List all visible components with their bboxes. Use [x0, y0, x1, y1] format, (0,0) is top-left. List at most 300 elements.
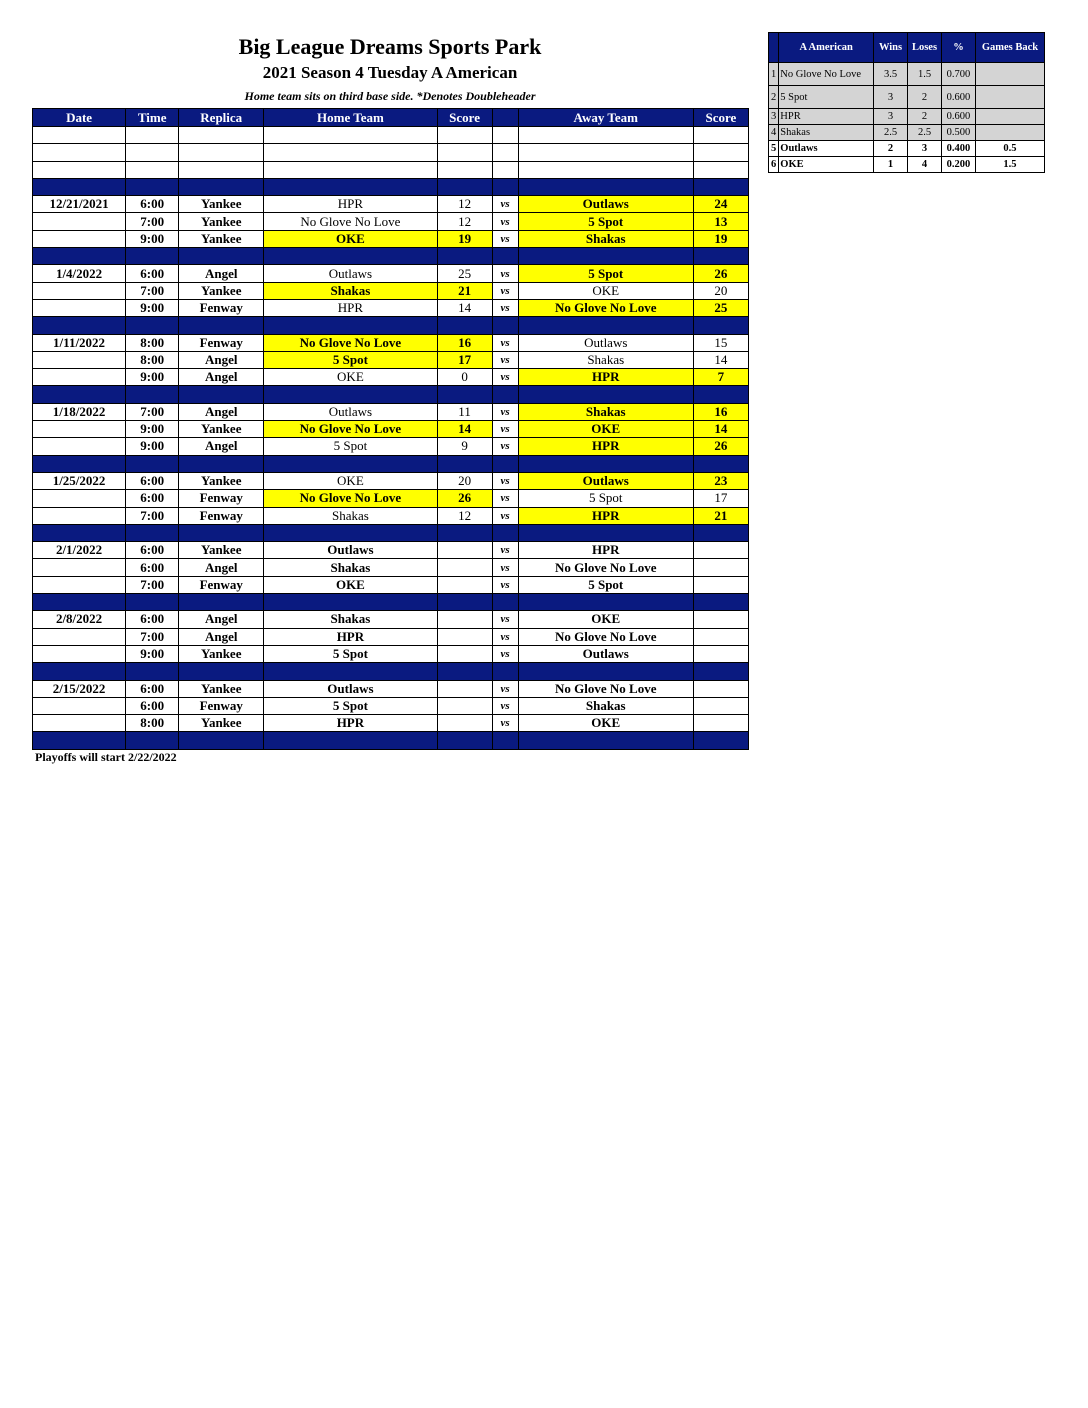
separator-cell: [179, 524, 264, 541]
home-team: No Glove No Love: [264, 490, 437, 507]
separator-cell: [518, 732, 693, 749]
separator-cell: [518, 524, 693, 541]
game-date: 2/8/2022: [33, 611, 126, 628]
standings-games-back: [975, 86, 1044, 109]
separator-cell: [437, 524, 492, 541]
standings-row: [769, 141, 1045, 157]
home-team: HPR: [264, 299, 437, 316]
blank-cell: [492, 127, 518, 144]
separator-cell: [518, 248, 693, 265]
game-replica: Fenway: [179, 697, 264, 714]
vs-label: vs: [492, 680, 518, 697]
home-score: [437, 680, 492, 697]
separator-cell: [693, 732, 748, 749]
vs-label: vs: [492, 715, 518, 732]
away-score: 7: [693, 369, 748, 386]
standings-header-pct: %: [942, 33, 976, 63]
blank-cell: [437, 161, 492, 178]
away-score: 21: [693, 507, 748, 524]
home-team: 5 Spot: [264, 645, 437, 662]
game-time: 8:00: [126, 334, 179, 351]
standings-team: Outlaws: [779, 141, 874, 157]
separator-cell: [126, 594, 179, 611]
game-row: [33, 230, 749, 247]
game-row: [33, 490, 749, 507]
vs-label: vs: [492, 697, 518, 714]
standings-wins: 1: [874, 157, 908, 173]
blank-cell: [33, 144, 126, 161]
game-row: [33, 369, 749, 386]
separator-cell: [33, 594, 126, 611]
home-team: OKE: [264, 472, 437, 489]
game-replica: Angel: [179, 628, 264, 645]
game-time: 8:00: [126, 351, 179, 368]
away-score: 24: [693, 196, 748, 213]
playoffs-note: Playoffs will start 2/22/2022: [35, 750, 177, 764]
away-score: 25: [693, 299, 748, 316]
away-score: 20: [693, 282, 748, 299]
separator-cell: [126, 248, 179, 265]
separator-cell: [179, 663, 264, 680]
blank-cell: [492, 144, 518, 161]
standings-header-wins: Wins: [874, 33, 908, 63]
standings-pct: 0.700: [942, 63, 976, 86]
vs-label: vs: [492, 421, 518, 438]
standings-loses: 3: [908, 141, 942, 157]
home-score: 0: [437, 369, 492, 386]
vs-label: vs: [492, 230, 518, 247]
week-separator-row: [33, 524, 749, 541]
separator-cell: [437, 248, 492, 265]
game-date: [33, 369, 126, 386]
away-score: 23: [693, 472, 748, 489]
game-time: 9:00: [126, 645, 179, 662]
home-score: 17: [437, 351, 492, 368]
separator-cell: [492, 594, 518, 611]
standings-wins: 2: [874, 141, 908, 157]
home-team: Outlaws: [264, 542, 437, 559]
standings-rank: 1: [769, 63, 779, 86]
schedule-table: [32, 108, 749, 750]
standings-wins: 2.5: [874, 125, 908, 141]
away-score: [693, 645, 748, 662]
standings-team: No Glove No Love: [779, 63, 874, 86]
home-score: [437, 576, 492, 593]
standings-games-back: [975, 63, 1044, 86]
separator-cell: [693, 178, 748, 195]
separator-cell: [518, 663, 693, 680]
game-row: [33, 559, 749, 576]
home-score: 14: [437, 421, 492, 438]
separator-cell: [518, 317, 693, 334]
home-team: Shakas: [264, 559, 437, 576]
away-team: Shakas: [518, 697, 693, 714]
blank-cell: [126, 127, 179, 144]
game-date: [33, 438, 126, 455]
standings-rank: 3: [769, 109, 779, 125]
vs-label: vs: [492, 369, 518, 386]
separator-cell: [437, 455, 492, 472]
game-date: 12/21/2021: [33, 196, 126, 213]
away-score: [693, 576, 748, 593]
home-team: 5 Spot: [264, 438, 437, 455]
game-date: 1/25/2022: [33, 472, 126, 489]
game-row: [33, 628, 749, 645]
home-score: [437, 542, 492, 559]
game-replica: Yankee: [179, 421, 264, 438]
away-score: 14: [693, 421, 748, 438]
away-team: Outlaws: [518, 472, 693, 489]
standings-team: HPR: [779, 109, 874, 125]
week-separator-row: [33, 732, 749, 749]
separator-cell: [492, 178, 518, 195]
standings-wins: 3: [874, 86, 908, 109]
home-team: HPR: [264, 628, 437, 645]
vs-label: vs: [492, 490, 518, 507]
away-team: No Glove No Love: [518, 680, 693, 697]
game-date: [33, 507, 126, 524]
standings-pct: 0.400: [942, 141, 976, 157]
standings-row: [769, 86, 1045, 109]
game-row: [33, 507, 749, 524]
blank-cell: [264, 161, 437, 178]
home-score: [437, 645, 492, 662]
game-row: [33, 403, 749, 420]
game-replica: Angel: [179, 438, 264, 455]
schedule-note: Home team sits on third base side. *Denotes Doubleheader: [244, 89, 536, 103]
away-score: [693, 715, 748, 732]
separator-cell: [437, 317, 492, 334]
standings-loses: 2: [908, 86, 942, 109]
blank-cell: [437, 144, 492, 161]
game-row: [33, 611, 749, 628]
blank-cell: [33, 161, 126, 178]
separator-cell: [126, 732, 179, 749]
separator-cell: [518, 178, 693, 195]
standings-team: OKE: [779, 157, 874, 173]
standings-wins: 3: [874, 109, 908, 125]
separator-cell: [492, 455, 518, 472]
separator-cell: [179, 594, 264, 611]
col-header-date: Date: [33, 109, 126, 127]
blank-cell: [693, 144, 748, 161]
home-team: Shakas: [264, 611, 437, 628]
separator-cell: [693, 317, 748, 334]
standings-games-back: 1.5: [975, 157, 1044, 173]
game-replica: Angel: [179, 351, 264, 368]
separator-cell: [264, 455, 437, 472]
separator-cell: [518, 594, 693, 611]
away-score: [693, 559, 748, 576]
separator-cell: [126, 317, 179, 334]
separator-cell: [179, 317, 264, 334]
standings-header-rank: [769, 33, 779, 63]
game-row: [33, 697, 749, 714]
game-replica: Yankee: [179, 645, 264, 662]
separator-cell: [693, 663, 748, 680]
standings-games-back: 0.5: [975, 141, 1044, 157]
standings-row: [769, 157, 1045, 173]
standings-rank: 4: [769, 125, 779, 141]
home-team: OKE: [264, 369, 437, 386]
game-date: [33, 697, 126, 714]
separator-cell: [518, 455, 693, 472]
game-row: [33, 282, 749, 299]
game-time: 6:00: [126, 490, 179, 507]
game-replica: Angel: [179, 611, 264, 628]
separator-cell: [492, 386, 518, 403]
game-date: [33, 628, 126, 645]
blank-cell: [693, 161, 748, 178]
col-header-home-score: Score: [437, 109, 492, 127]
game-row: [33, 213, 749, 230]
separator-cell: [33, 663, 126, 680]
separator-cell: [179, 732, 264, 749]
away-score: 13: [693, 213, 748, 230]
separator-cell: [126, 663, 179, 680]
col-header-vs: [492, 109, 518, 127]
game-replica: Yankee: [179, 542, 264, 559]
home-team: No Glove No Love: [264, 334, 437, 351]
game-replica: Angel: [179, 559, 264, 576]
standings-pct: 0.500: [942, 125, 976, 141]
standings-loses: 1.5: [908, 63, 942, 86]
blank-row: [33, 127, 749, 144]
game-time: 6:00: [126, 542, 179, 559]
home-score: 16: [437, 334, 492, 351]
vs-label: vs: [492, 576, 518, 593]
game-date: 1/18/2022: [33, 403, 126, 420]
standings-rank: 6: [769, 157, 779, 173]
game-replica: Angel: [179, 265, 264, 282]
away-team: OKE: [518, 715, 693, 732]
vs-label: vs: [492, 265, 518, 282]
home-score: [437, 559, 492, 576]
game-time: 6:00: [126, 472, 179, 489]
game-date: 1/4/2022: [33, 265, 126, 282]
away-team: HPR: [518, 438, 693, 455]
away-score: [693, 611, 748, 628]
game-row: [33, 576, 749, 593]
game-time: 6:00: [126, 265, 179, 282]
game-date: [33, 421, 126, 438]
game-replica: Angel: [179, 403, 264, 420]
away-team: Outlaws: [518, 334, 693, 351]
away-team: Shakas: [518, 351, 693, 368]
standings-pct: 0.600: [942, 86, 976, 109]
vs-label: vs: [492, 299, 518, 316]
separator-cell: [179, 178, 264, 195]
home-team: Shakas: [264, 282, 437, 299]
away-team: OKE: [518, 611, 693, 628]
standings-wins: 3.5: [874, 63, 908, 86]
home-team: OKE: [264, 230, 437, 247]
away-score: 16: [693, 403, 748, 420]
home-score: 11: [437, 403, 492, 420]
game-date: [33, 490, 126, 507]
standings-loses: 2: [908, 109, 942, 125]
separator-cell: [693, 248, 748, 265]
away-score: 15: [693, 334, 748, 351]
vs-label: vs: [492, 196, 518, 213]
game-replica: Yankee: [179, 213, 264, 230]
away-team: No Glove No Love: [518, 628, 693, 645]
game-time: 7:00: [126, 403, 179, 420]
col-header-home-team: Home Team: [264, 109, 437, 127]
blank-cell: [518, 144, 693, 161]
home-team: HPR: [264, 715, 437, 732]
separator-cell: [126, 455, 179, 472]
game-replica: Yankee: [179, 715, 264, 732]
home-team: Outlaws: [264, 680, 437, 697]
home-score: [437, 611, 492, 628]
separator-cell: [518, 386, 693, 403]
away-team: Shakas: [518, 230, 693, 247]
col-header-away-score: Score: [693, 109, 748, 127]
week-separator-row: [33, 663, 749, 680]
blank-cell: [693, 127, 748, 144]
away-score: 14: [693, 351, 748, 368]
separator-cell: [33, 317, 126, 334]
blank-cell: [179, 127, 264, 144]
separator-cell: [492, 663, 518, 680]
home-score: 12: [437, 213, 492, 230]
home-score: 20: [437, 472, 492, 489]
home-score: 12: [437, 507, 492, 524]
standings-row: [769, 109, 1045, 125]
vs-label: vs: [492, 507, 518, 524]
game-date: [33, 299, 126, 316]
separator-cell: [437, 386, 492, 403]
separator-cell: [264, 248, 437, 265]
game-replica: Yankee: [179, 196, 264, 213]
away-team: Outlaws: [518, 196, 693, 213]
standings-row: [769, 125, 1045, 141]
blank-cell: [179, 161, 264, 178]
page-title: Big League Dreams Sports Park: [238, 34, 542, 59]
game-time: 6:00: [126, 680, 179, 697]
vs-label: vs: [492, 542, 518, 559]
vs-label: vs: [492, 438, 518, 455]
away-score: 26: [693, 438, 748, 455]
game-replica: Fenway: [179, 299, 264, 316]
game-row: [33, 299, 749, 316]
home-score: [437, 715, 492, 732]
game-time: 9:00: [126, 421, 179, 438]
separator-cell: [492, 524, 518, 541]
page-subtitle: 2021 Season 4 Tuesday A American: [262, 63, 518, 82]
blank-cell: [518, 161, 693, 178]
away-team: HPR: [518, 542, 693, 559]
standings-header-division: A American: [779, 33, 874, 63]
separator-cell: [264, 178, 437, 195]
blank-cell: [126, 161, 179, 178]
game-row: [33, 334, 749, 351]
vs-label: vs: [492, 351, 518, 368]
separator-cell: [33, 248, 126, 265]
game-row: [33, 196, 749, 213]
col-header-replica: Replica: [179, 109, 264, 127]
standings-team: Shakas: [779, 125, 874, 141]
game-time: 7:00: [126, 628, 179, 645]
standings-loses: 4: [908, 157, 942, 173]
standings-games-back: [975, 125, 1044, 141]
separator-cell: [264, 386, 437, 403]
away-team: No Glove No Love: [518, 299, 693, 316]
game-time: 9:00: [126, 230, 179, 247]
game-replica: Fenway: [179, 507, 264, 524]
game-date: [33, 213, 126, 230]
week-separator-row: [33, 317, 749, 334]
standings-row: [769, 63, 1045, 86]
blank-cell: [126, 144, 179, 161]
separator-cell: [33, 386, 126, 403]
home-team: 5 Spot: [264, 351, 437, 368]
game-row: [33, 472, 749, 489]
away-team: OKE: [518, 421, 693, 438]
game-replica: Yankee: [179, 680, 264, 697]
away-team: HPR: [518, 507, 693, 524]
separator-cell: [179, 455, 264, 472]
away-team: 5 Spot: [518, 490, 693, 507]
separator-cell: [693, 524, 748, 541]
separator-cell: [126, 386, 179, 403]
week-separator-row: [33, 178, 749, 195]
vs-label: vs: [492, 334, 518, 351]
vs-label: vs: [492, 628, 518, 645]
vs-label: vs: [492, 282, 518, 299]
home-score: 21: [437, 282, 492, 299]
game-time: 8:00: [126, 715, 179, 732]
separator-cell: [264, 663, 437, 680]
standings-rank: 5: [769, 141, 779, 157]
away-score: [693, 680, 748, 697]
week-separator-row: [33, 248, 749, 265]
game-date: [33, 282, 126, 299]
separator-cell: [264, 317, 437, 334]
home-team: Outlaws: [264, 265, 437, 282]
standings-table: [768, 32, 1045, 173]
week-separator-row: [33, 455, 749, 472]
game-time: 6:00: [126, 559, 179, 576]
standings-header-games-back: Games Back: [975, 33, 1044, 63]
standings-pct: 0.600: [942, 109, 976, 125]
game-row: [33, 715, 749, 732]
separator-cell: [492, 317, 518, 334]
game-row: [33, 542, 749, 559]
separator-cell: [693, 455, 748, 472]
separator-cell: [126, 524, 179, 541]
away-team: OKE: [518, 282, 693, 299]
home-score: 26: [437, 490, 492, 507]
away-team: HPR: [518, 369, 693, 386]
game-date: 2/1/2022: [33, 542, 126, 559]
away-team: 5 Spot: [518, 213, 693, 230]
col-header-away-team: Away Team: [518, 109, 693, 127]
separator-cell: [179, 248, 264, 265]
separator-cell: [33, 178, 126, 195]
home-score: 19: [437, 230, 492, 247]
standings-rank: 2: [769, 86, 779, 109]
separator-cell: [693, 594, 748, 611]
game-row: [33, 421, 749, 438]
game-time: 6:00: [126, 611, 179, 628]
separator-cell: [437, 732, 492, 749]
home-score: 25: [437, 265, 492, 282]
game-time: 6:00: [126, 697, 179, 714]
game-row: [33, 645, 749, 662]
home-team: No Glove No Love: [264, 213, 437, 230]
